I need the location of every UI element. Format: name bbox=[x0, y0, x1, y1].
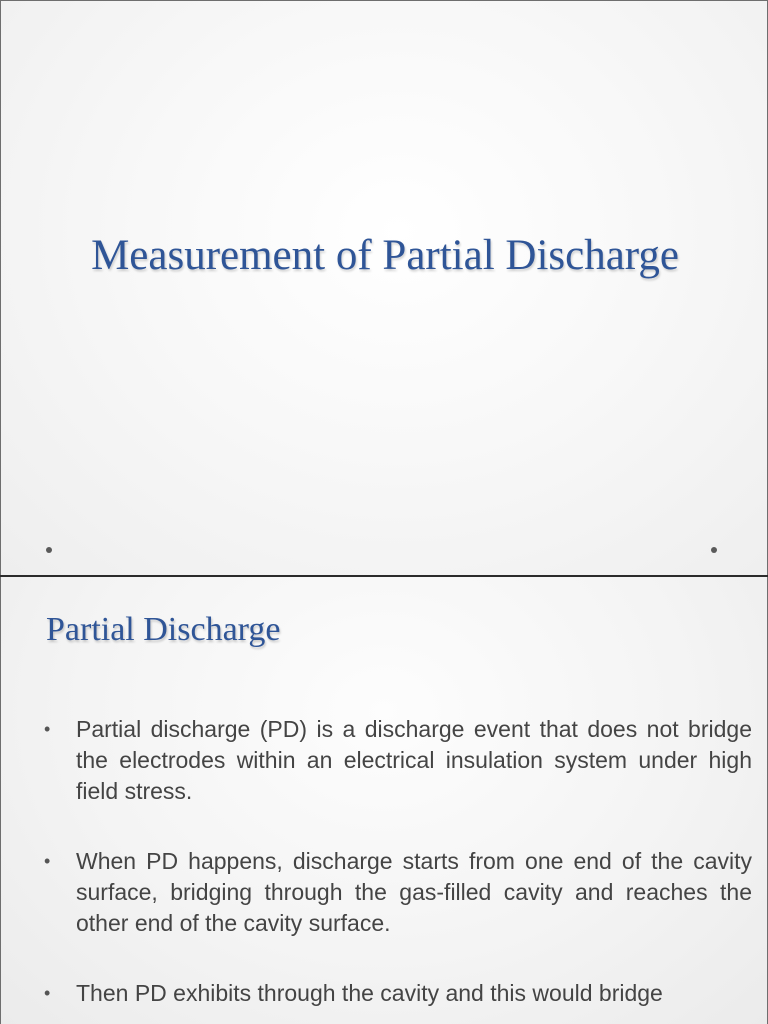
bullet-item bbox=[44, 714, 752, 807]
content-slide bbox=[0, 577, 768, 1024]
slide-title: Measurement of Partial Discharge bbox=[91, 232, 679, 279]
bullet-item bbox=[44, 846, 752, 939]
bullet-item bbox=[44, 978, 752, 1009]
decorative-dot-right bbox=[711, 547, 717, 553]
decorative-dot-left bbox=[46, 547, 52, 553]
bullet-text: Partial discharge (PD) is a discharge event that does not bridge the electrodes within an electrical insulation system under high field stress. bbox=[76, 716, 752, 804]
section-heading: Partial Discharge bbox=[46, 611, 281, 648]
bullet-text: When PD happens, discharge starts from one end of the cavity surface, bridging through the gas-filled cavity and reaches the other end of the cavity surface. bbox=[76, 848, 752, 936]
bullet-icon: • bbox=[44, 851, 51, 871]
bullet-icon: • bbox=[44, 719, 51, 739]
bullet-icon: • bbox=[44, 983, 51, 1003]
bullet-text: Then PD exhibits through the cavity and this would bridge bbox=[76, 980, 663, 1006]
bullet-list bbox=[44, 714, 752, 1024]
